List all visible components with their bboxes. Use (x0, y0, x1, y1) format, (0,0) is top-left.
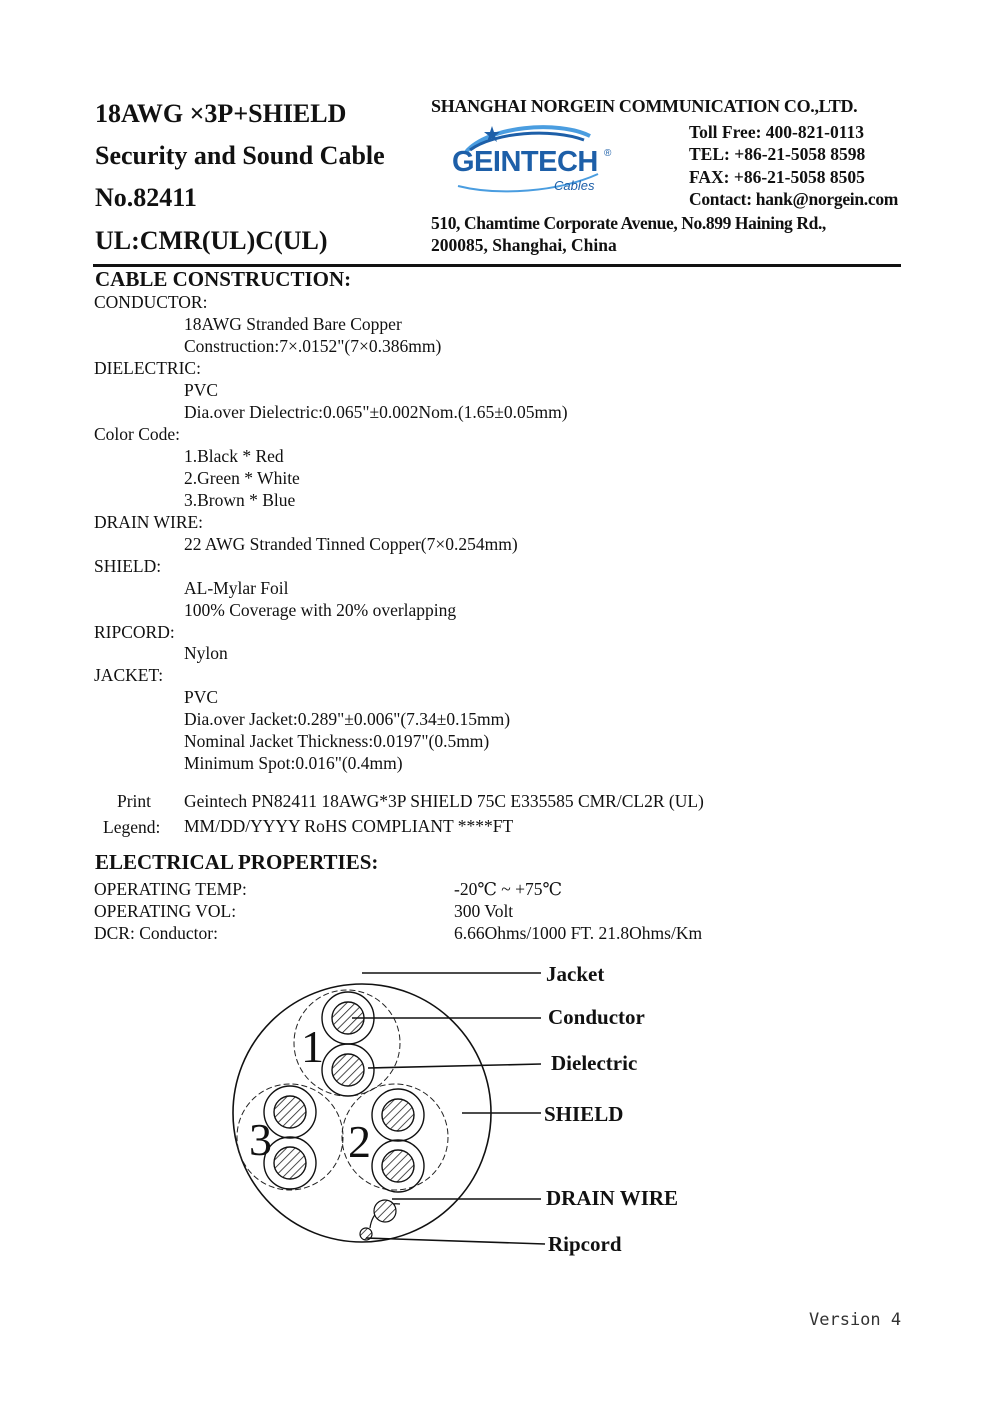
print-label: Print (117, 791, 152, 811)
jacket-line: PVC (184, 687, 219, 707)
jacket-label: JACKET: (94, 665, 164, 685)
pair-number: 2 (348, 1116, 371, 1167)
ripcord-line: Nylon (184, 643, 228, 663)
color-code-line: 1.Black * Red (184, 446, 284, 466)
shield-line: AL-Mylar Foil (184, 578, 289, 598)
label-drain-wire: DRAIN WIRE (546, 1186, 679, 1210)
telephone: TEL: +86-21-5058 8598 (689, 144, 866, 164)
drain-wire (374, 1200, 396, 1222)
elec-label: OPERATING TEMP: (94, 879, 247, 899)
electrical-title: ELECTRICAL PROPERTIES: (95, 850, 379, 874)
pair-number: 3 (249, 1114, 272, 1165)
construction-title: CABLE CONSTRUCTION: (95, 267, 352, 291)
dielectric-line: PVC (184, 380, 219, 400)
label-jacket: Jacket (546, 962, 605, 986)
conductor-label: CONDUCTOR: (94, 292, 208, 312)
elec-value: 300 Volt (454, 901, 514, 921)
product-subtitle: Security and Sound Cable (95, 141, 385, 170)
address-line-2: 200085, Shanghai, China (431, 235, 617, 255)
print-legend-line: MM/DD/YYYY RoHS COMPLIANT ****FT (184, 816, 514, 836)
version-label: Version 4 (809, 1310, 902, 1330)
conductor-line: 18AWG Stranded Bare Copper (184, 314, 402, 334)
shield-line: 100% Coverage with 20% overlapping (184, 600, 457, 620)
elec-label: DCR: Conductor: (94, 923, 218, 943)
drain-wire-line: 22 AWG Stranded Tinned Copper(7×0.254mm) (184, 534, 518, 554)
dielectric-line: Dia.over Dielectric:0.065"±0.002Nom.(1.65±0.05mm) (184, 402, 568, 422)
conductor (332, 1054, 364, 1086)
product-rating: UL:CMR(UL)C(UL) (95, 226, 328, 255)
jacket-line: Nominal Jacket Thickness:0.0197"(0.5mm) (184, 731, 490, 751)
label-conductor: Conductor (548, 1005, 645, 1029)
conductor (274, 1147, 306, 1179)
elec-value: -20℃ ~ +75℃ (454, 879, 563, 899)
conductor (274, 1096, 306, 1128)
shield-label: SHIELD: (94, 556, 162, 576)
drain-wire-label: DRAIN WIRE: (94, 512, 204, 532)
logo-registered-mark: ® (604, 148, 612, 159)
print-legend-line: Geintech PN82411 18AWG*3P SHIELD 75C E335585 CMR/CL2R (UL) (184, 791, 704, 811)
leader-dielectric (368, 1064, 541, 1068)
label-shield: SHIELD (544, 1102, 624, 1126)
pair-number: 1 (301, 1021, 324, 1072)
color-code-line: 3.Brown * Blue (184, 490, 296, 510)
conductor (382, 1150, 414, 1182)
dielectric-label: DIELECTRIC: (94, 358, 201, 378)
elec-label: OPERATING VOL: (94, 901, 237, 921)
label-dielectric: Dielectric (551, 1051, 638, 1075)
company-name: SHANGHAI NORGEIN COMMUNICATION CO.,LTD. (431, 96, 858, 116)
address-line-1: 510, Chamtime Corporate Avenue, No.899 Haining Rd., (431, 213, 826, 233)
label-ripcord: Ripcord (548, 1232, 622, 1256)
ripcord-label: RIPCORD: (94, 622, 175, 642)
logo-subtext: Cables (554, 178, 595, 193)
logo-wordmark: GEINTECH (452, 146, 598, 178)
legend-label: Legend: (103, 817, 161, 837)
conductor-line: Construction:7×.0152"(7×0.386mm) (184, 336, 442, 356)
conductor (382, 1099, 414, 1131)
color-code-line: 2.Green * White (184, 468, 300, 488)
product-title: 18AWG ×3P+SHIELD (95, 99, 347, 128)
fax: FAX: +86-21-5058 8505 (689, 167, 865, 187)
leader-ripcord (366, 1238, 545, 1244)
elec-value: 6.66Ohms/1000 FT. 21.8Ohms/Km (454, 923, 703, 943)
product-number: No.82411 (95, 183, 197, 212)
toll-free: Toll Free: 400-821-0113 (689, 122, 864, 142)
color-code-label: Color Code: (94, 424, 181, 444)
jacket-line: Dia.over Jacket:0.289"±0.006"(7.34±0.15mm) (184, 709, 511, 729)
jacket-line: Minimum Spot:0.016"(0.4mm) (184, 753, 403, 773)
contact-email: Contact: hank@norgein.com (689, 189, 899, 209)
